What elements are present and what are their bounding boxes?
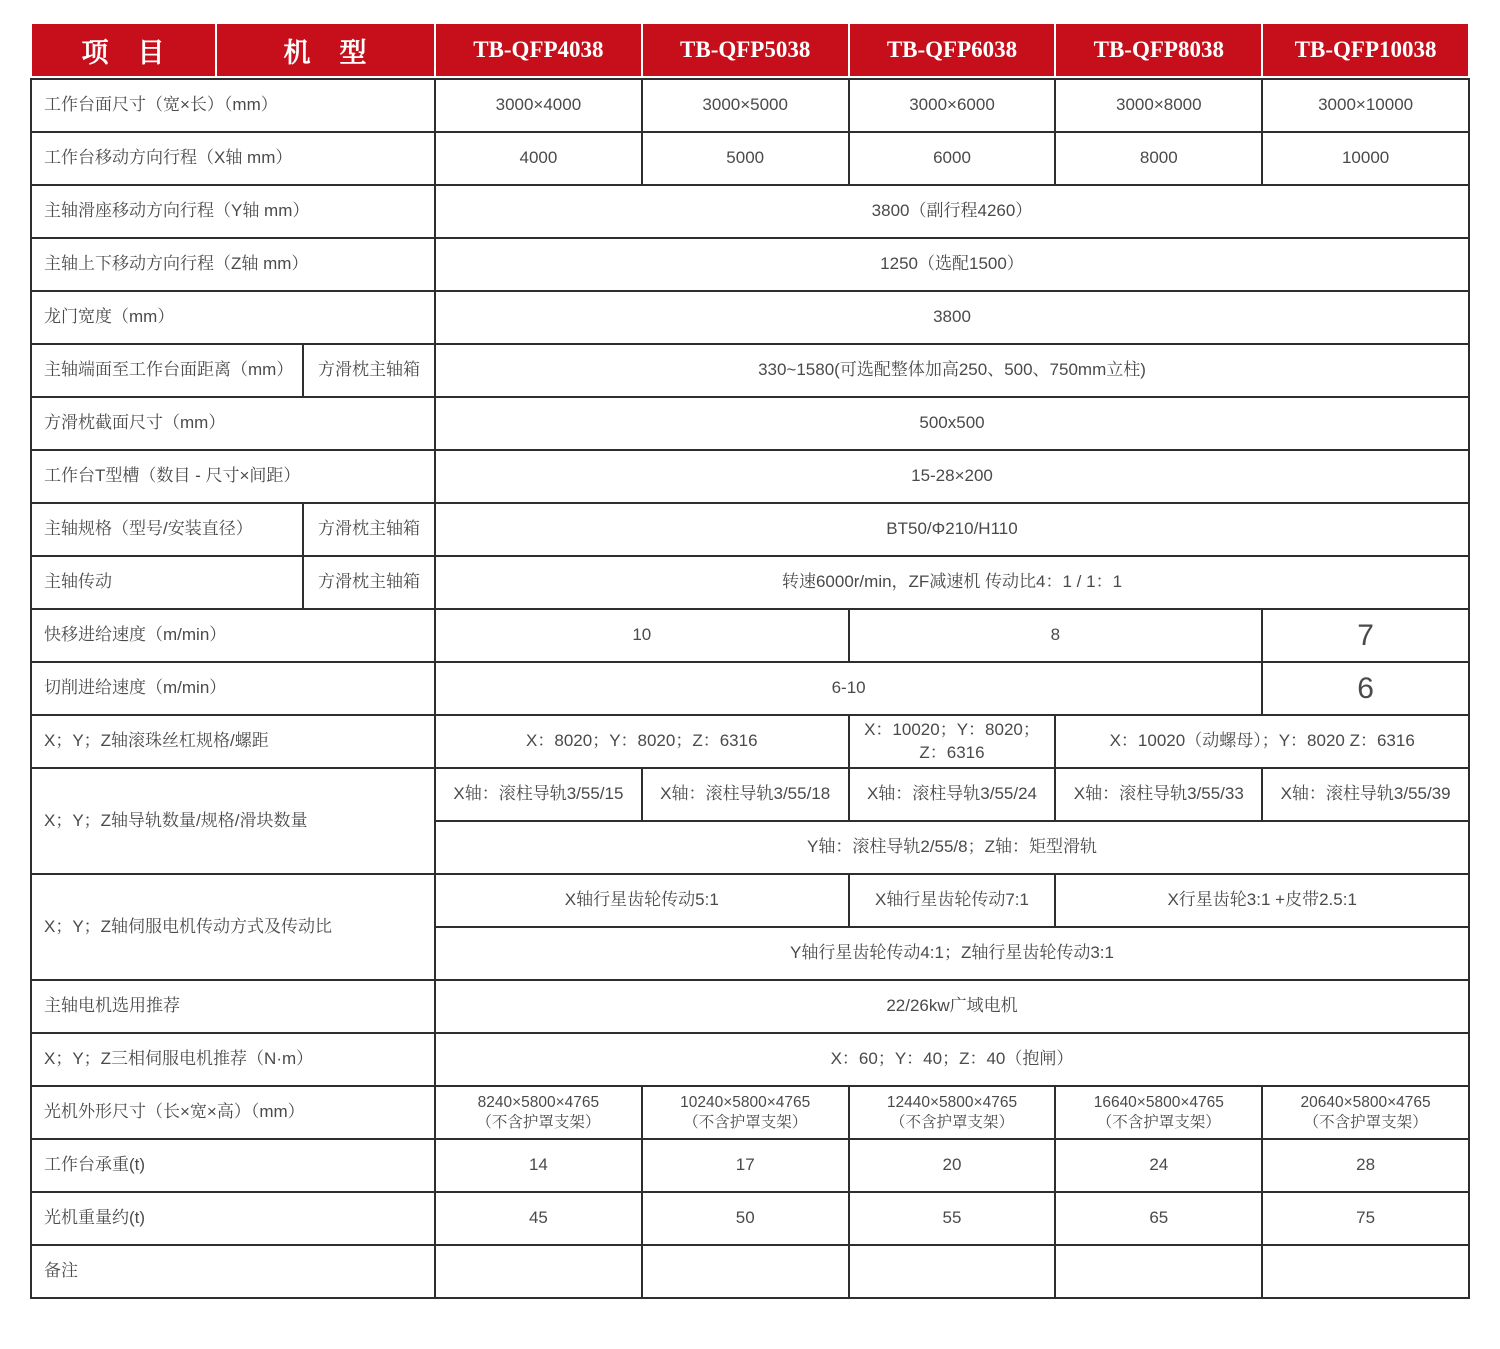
spec-label-spindle-to-table: 主轴端面至工作台面距离（mm）	[32, 345, 302, 396]
spec-value: 330~1580(可选配整体加高250、500、750mm立柱)	[436, 345, 1468, 396]
column-header-model-3: TB-QFP6038	[850, 24, 1055, 76]
machine-size-note: （不含护罩支架）	[1303, 1113, 1428, 1131]
spec-value: 3000×6000	[850, 80, 1055, 131]
remark-value-cell	[1263, 1246, 1468, 1297]
spec-value	[850, 1087, 1055, 1138]
spec-label-cutting-feed: 切削进给速度（m/min）	[32, 663, 434, 714]
spec-value: 28	[1263, 1140, 1468, 1191]
remark-value-cell	[1056, 1246, 1261, 1297]
spec-value: 75	[1263, 1193, 1468, 1244]
spec-value: X行星齿轮3:1 +皮带2.5:1	[1056, 875, 1468, 926]
spec-label-table-load: 工作台承重(t)	[32, 1140, 434, 1191]
spec-value: X轴：滚柱导轨3/55/24	[850, 769, 1055, 820]
spec-label-z-travel: 主轴上下移动方向行程（Z轴 mm）	[32, 239, 434, 290]
machine-size-note: （不含护罩支架）	[683, 1113, 808, 1131]
spec-sublabel: 方滑枕主轴箱	[304, 345, 434, 396]
spec-value: 3800（副行程4260）	[436, 186, 1468, 237]
spec-value: 1250（选配1500）	[436, 239, 1468, 290]
spec-value	[643, 1087, 848, 1138]
spec-value: 24	[1056, 1140, 1261, 1191]
spec-value: 3000×8000	[1056, 80, 1261, 131]
spec-value: BT50/Φ210/H110	[436, 504, 1468, 555]
spec-value: 22/26kw广域电机	[436, 981, 1468, 1032]
spec-sublabel: 方滑枕主轴箱	[304, 557, 434, 608]
spec-value: 45	[436, 1193, 641, 1244]
machine-size-note: （不含护罩支架）	[476, 1113, 601, 1131]
spec-value: 50	[643, 1193, 848, 1244]
spec-label-y-travel: 主轴滑座移动方向行程（Y轴 mm）	[32, 186, 434, 237]
machine-size-value: 12440×5800×4765	[886, 1094, 1018, 1112]
spec-table	[30, 78, 1470, 1299]
spec-label-t-slot: 工作台T型槽（数目 - 尺寸×间距）	[32, 451, 434, 502]
spec-value: X轴：滚柱导轨3/55/18	[643, 769, 848, 820]
spec-value: X轴行星齿轮传动7:1	[850, 875, 1055, 926]
machine-size-note: （不含护罩支架）	[889, 1113, 1014, 1131]
spec-value: Y轴行星齿轮传动4:1；Z轴行星齿轮传动3:1	[436, 928, 1468, 979]
column-header-model-1: TB-QFP4038	[436, 24, 641, 76]
spec-value: 转速6000r/min，ZF减速机 传动比4：1 / 1：1	[436, 557, 1468, 608]
spec-value: 3800	[436, 292, 1468, 343]
spec-value: 8	[850, 610, 1262, 661]
spec-value: 10	[436, 610, 848, 661]
column-header-model-5: TB-QFP10038	[1263, 24, 1468, 76]
spec-value: X轴：滚柱导轨3/55/39	[1263, 769, 1468, 820]
machine-size-value: 16640×5800×4765	[1093, 1094, 1224, 1112]
spec-label-spindle-motor: 主轴电机选用推荐	[32, 981, 434, 1032]
spec-value: X：60；Y：40；Z：40（抱闸）	[436, 1034, 1468, 1085]
column-header-model-4: TB-QFP8038	[1056, 24, 1261, 76]
spec-label-gantry-width: 龙门宽度（mm）	[32, 292, 434, 343]
spec-value: 3000×10000	[1263, 80, 1468, 131]
spec-label-servo-motor: X；Y；Z三相伺服电机推荐（N·m）	[32, 1034, 434, 1085]
spec-value: 3000×5000	[643, 80, 848, 131]
spec-value: 65	[1056, 1193, 1261, 1244]
header-model-cell: 机 型	[217, 24, 434, 76]
spec-label-spindle-drive: 主轴传动	[32, 557, 302, 608]
spec-value: X轴：滚柱导轨3/55/33	[1056, 769, 1261, 820]
spec-value	[436, 1087, 641, 1138]
machine-size-value: 8240×5800×4765	[477, 1094, 600, 1112]
spec-label-rapid-feed: 快移进给速度（m/min）	[32, 610, 434, 661]
spec-value: 6000	[850, 133, 1055, 184]
machine-size-value: 10240×5800×4765	[680, 1094, 811, 1112]
spec-value: 500x500	[436, 398, 1468, 449]
spec-value	[1263, 1087, 1468, 1138]
spec-value: X：10020；Y：8020；Z：6316	[850, 716, 1055, 767]
spec-label-guideway: X；Y；Z轴导轨数量/规格/滑块数量	[32, 769, 434, 873]
spec-value: 3000×4000	[436, 80, 641, 131]
spec-value: 14	[436, 1140, 641, 1191]
spec-value: 15-28×200	[436, 451, 1468, 502]
spec-value: 55	[850, 1193, 1055, 1244]
spec-label-remark: 备注	[32, 1246, 434, 1297]
spec-label-ballscrew: X；Y；Z轴滚珠丝杠规格/螺距	[32, 716, 434, 767]
spec-label-machine-weight: 光机重量约(t)	[32, 1193, 434, 1244]
header-item-cell: 项 目	[32, 24, 215, 76]
spec-value: 6-10	[436, 663, 1261, 714]
machine-size-value: 20640×5800×4765	[1300, 1094, 1431, 1112]
spec-value	[1056, 1087, 1261, 1138]
spec-value: 20	[850, 1140, 1055, 1191]
machine-size-note: （不含护罩支架）	[1096, 1113, 1221, 1131]
spec-value: 6	[1263, 663, 1468, 714]
remark-value-cell	[436, 1246, 641, 1297]
spec-value: 10000	[1263, 133, 1468, 184]
spec-value: 7	[1263, 610, 1468, 661]
remark-value-cell	[643, 1246, 848, 1297]
spec-label-machine-size: 光机外形尺寸（长×宽×高）（mm）	[32, 1087, 434, 1138]
spec-value: 8000	[1056, 133, 1261, 184]
spec-label-ram-section: 方滑枕截面尺寸（mm）	[32, 398, 434, 449]
table-header-row	[30, 22, 1470, 78]
spec-label-spindle-spec: 主轴规格（型号/安装直径）	[32, 504, 302, 555]
spec-value: 4000	[436, 133, 641, 184]
spec-value: Y轴：滚柱导轨2/55/8；Z轴：矩型滑轨	[436, 822, 1468, 873]
remark-value-cell	[850, 1246, 1055, 1297]
spec-sublabel: 方滑枕主轴箱	[304, 504, 434, 555]
spec-value: 5000	[643, 133, 848, 184]
spec-value: X：8020；Y：8020；Z：6316	[436, 716, 848, 767]
spec-label-servo-drive: X；Y；Z轴伺服电机传动方式及传动比	[32, 875, 434, 979]
spec-label-x-travel: 工作台移动方向行程（X轴 mm）	[32, 133, 434, 184]
spec-label-worktable-size: 工作台面尺寸（宽×长）（mm）	[32, 80, 434, 131]
spec-value: X轴：滚柱导轨3/55/15	[436, 769, 641, 820]
spec-value: X：10020（动螺母）；Y：8020 Z：6316	[1056, 716, 1468, 767]
spec-value: X轴行星齿轮传动5:1	[436, 875, 848, 926]
spec-value: 17	[643, 1140, 848, 1191]
column-header-model-2: TB-QFP5038	[643, 24, 848, 76]
